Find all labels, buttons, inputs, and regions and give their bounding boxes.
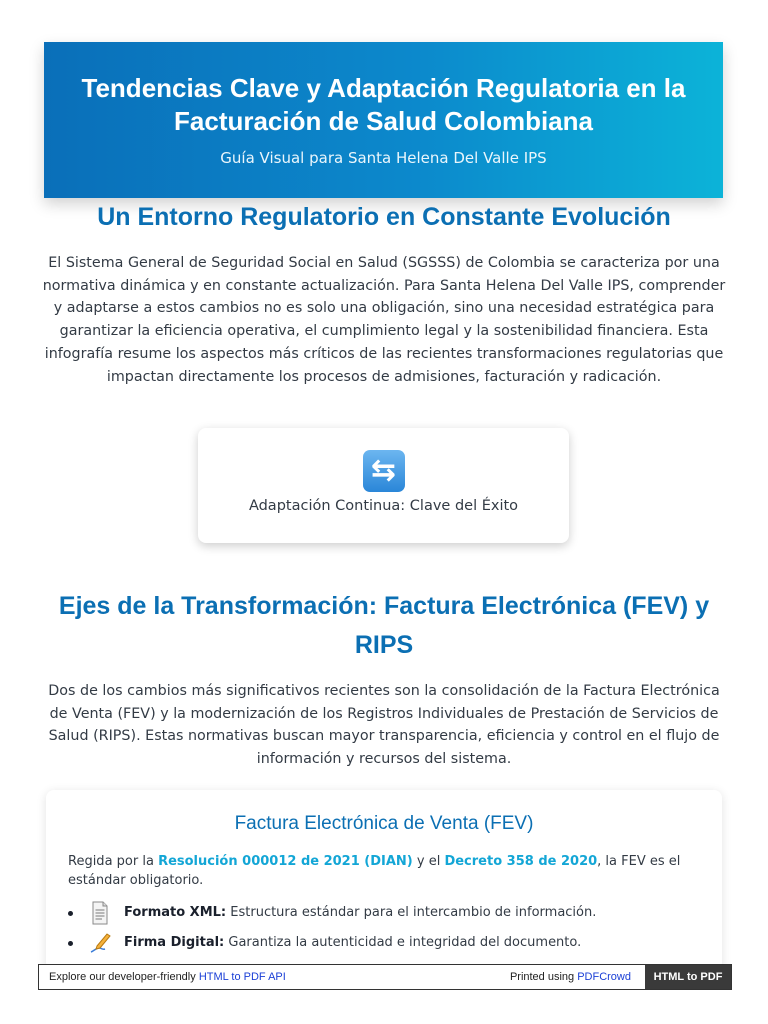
footer-credit-text: Printed using <box>509 971 578 983</box>
list-item-label: Firma Digital: <box>124 935 225 950</box>
list-item <box>68 898 722 928</box>
fev-title: Factura Electrónica de Venta (FEV) <box>234 813 534 834</box>
hero-banner <box>44 42 723 198</box>
adaptation-card <box>198 428 569 543</box>
section-heading-regulatory: Un Entorno Regulatorio en Constante Evolución <box>97 203 671 231</box>
list-item-text: Estructura estándar para el intercambio de información. <box>226 905 597 920</box>
fev-feature-list <box>46 898 722 958</box>
footer-credit <box>510 965 631 989</box>
pdf-footer-bar <box>38 964 732 990</box>
adaptation-card-label: Adaptación Continua: Clave del Éxito <box>248 498 519 514</box>
html-to-pdf-api-link[interactable]: HTML to PDF API <box>198 971 286 983</box>
page-subtitle: Guía Visual para Santa Helena Del Valle IPS <box>220 149 547 167</box>
pdfcrowd-link[interactable]: PDFCrowd <box>577 971 631 983</box>
list-item-text: Garantiza la autenticidad e integridad del documento. <box>224 935 582 950</box>
list-item <box>68 928 722 958</box>
fev-intro-prefix: Regida por la <box>68 854 159 869</box>
fev-card <box>46 790 722 970</box>
signature-pen-icon <box>88 931 112 955</box>
section-paragraph-regulatory: El Sistema General de Seguridad Social en Salud (SGSSS) de Colombia se caracteriza por una normativa dinámica y en constante actualización. Para Santa Helena Del Valle IPS, comprender y adaptarse a estos cambios no es solo una obligación, sino una necesidad estratégica para garantizar la eficiencia operativa, el cumplimiento legal y la sostenibilidad financiera. Esta infografía resume los aspectos más críticos de las recientes transformaciones regulatorias que impactan directamente los procesos de admisiones, facturación y radicación. <box>42 255 726 385</box>
arrows-cycle-icon: ⇆ <box>363 450 405 492</box>
section-paragraph-transformation: Dos de los cambios más significativos recientes son la consolidación de la Factura Electrónica de Venta (FEV) y la modernización de los Registros Individuales de Prestación de Servicios de Salud (RIPS). Estas normativas buscan mayor transparencia, eficiencia y control en el flujo de información y recursos del sistema. <box>48 683 720 768</box>
fev-intro <box>68 852 700 890</box>
section-heading-transformation: Ejes de la Transformación: Factura Electrónica (FEV) y RIPS <box>58 592 710 659</box>
decree-link: Decreto 358 de 2020 <box>444 854 598 869</box>
html-to-pdf-button[interactable]: HTML to PDF <box>645 965 731 989</box>
footer-promo-text: Explore our developer-friendly <box>49 971 199 983</box>
page-title: Tendencias Clave y Adaptación Regulatoria en la Facturación de Salud Colombiana <box>81 73 686 136</box>
fev-intro-suffix: , la FEV es el estándar obligatorio. <box>68 854 681 888</box>
list-item-label: Formato XML: <box>124 905 227 920</box>
footer-promo <box>49 965 286 989</box>
fev-intro-mid: y el <box>412 854 445 869</box>
resolution-link: Resolución 000012 de 2021 (DIAN) <box>158 854 413 869</box>
document-icon <box>88 901 112 925</box>
